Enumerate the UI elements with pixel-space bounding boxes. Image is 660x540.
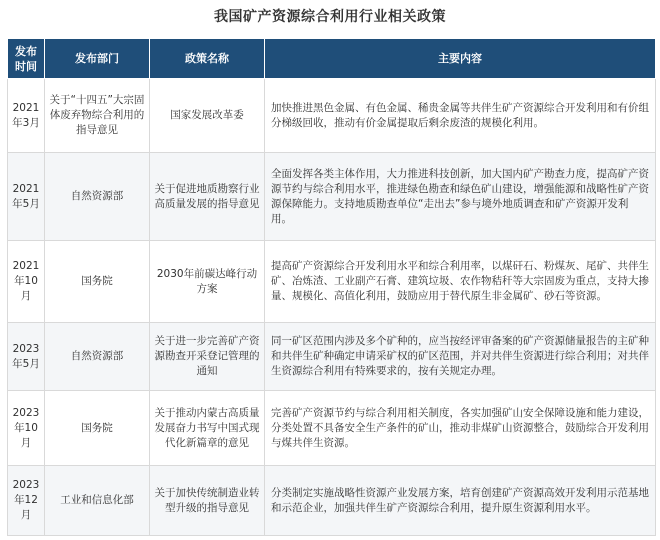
row-date: 2021年10月 — [8, 241, 45, 323]
table-row — [8, 153, 656, 241]
policy-table — [7, 38, 656, 536]
table-row — [8, 391, 656, 466]
header-date: 发布时间 — [8, 39, 45, 79]
page-title: 我国矿产资源综合利用行业相关政策 — [214, 9, 446, 25]
header-policy: 政策名称 — [150, 39, 265, 79]
row-policy: 关于促进地质勘察行业高质量发展的指导意见 — [150, 153, 265, 241]
row-content: 同一矿区范围内涉及多个矿种的，应当按经评审备案的矿产资源储量报告的主矿种和共伴生矿种确定申请采矿权的矿区范围，并对共伴生资源进行综合利用；对共伴生资源综合利用有特殊要求的，按有关规定办理。 — [265, 323, 656, 391]
row-content: 加快推进黑色金属、有色金属、稀贵金属等共伴生矿产资源综合开发利用和有价组分梯级回收，推动有价金属提取后剩余废渣的规模化利用。 — [265, 79, 656, 153]
row-department: 自然资源部 — [45, 153, 150, 241]
row-policy: 关于进一步完善矿产资源勘查开采登记管理的通知 — [150, 323, 265, 391]
header-department: 发布部门 — [45, 39, 150, 79]
row-policy: 关于加快传统制造业转型升级的指导意见 — [150, 466, 265, 536]
row-department: 关于“十四五”大宗固体废弃物综合利用的指导意见 — [45, 79, 150, 153]
row-policy: 关于推动内蒙古高质量发展奋力书写中国式现代化新篇章的意见 — [150, 391, 265, 466]
row-department: 国务院 — [45, 241, 150, 323]
row-policy: 2030年前碳达峰行动方案 — [150, 241, 265, 323]
row-date: 2021年5月 — [8, 153, 45, 241]
row-date: 2023年12月 — [8, 466, 45, 536]
row-department: 工业和信息化部 — [45, 466, 150, 536]
row-date: 2023年5月 — [8, 323, 45, 391]
table-row — [8, 241, 656, 323]
table-row — [8, 79, 656, 153]
table-row — [8, 323, 656, 391]
row-policy: 国家发展改革委 — [150, 79, 265, 153]
row-date: 2021年3月 — [8, 79, 45, 153]
header-content: 主要内容 — [265, 39, 656, 79]
row-department: 自然资源部 — [45, 323, 150, 391]
row-content: 分类制定实施战略性资源产业发展方案，培育创建矿产资源高效开发利用示范基地和示范企业，加强共伴生矿产资源综合利用，提升原生资源利用水平。 — [265, 466, 656, 536]
table-row — [8, 466, 656, 536]
row-content: 全面发挥各类主体作用，大力推进科技创新，加大国内矿产勘查力度，提高矿产资源节约与综合利用水平，推进绿色勘查和绿色矿山建设，增强能源和战略性矿产资源保障能力。支持地质勘查单位“走出去”参与境外地质调查和矿产资源开发利用。 — [265, 153, 656, 241]
row-date: 2023年10月 — [8, 391, 45, 466]
row-department: 国务院 — [45, 391, 150, 466]
table-header-row — [8, 39, 656, 79]
row-content: 提高矿产资源综合开发利用水平和综合利用率，以煤矸石、粉煤灰、尾矿、共伴生矿、冶炼渣、工业副产石膏、建筑垃圾、农作物秸秆等大宗固废为重点，支持大掺量、规模化、高值化利用，鼓励应用于替代原生非金属矿、砂石等资源。 — [265, 241, 656, 323]
row-content: 完善矿产资源节约与综合利用相关制度，各实加强矿山安全保障设施和能力建设，分类处置不具备安全生产条件的矿山，推动非煤矿山资源整合，鼓励综合开发利用与煤共伴生资源。 — [265, 391, 656, 466]
